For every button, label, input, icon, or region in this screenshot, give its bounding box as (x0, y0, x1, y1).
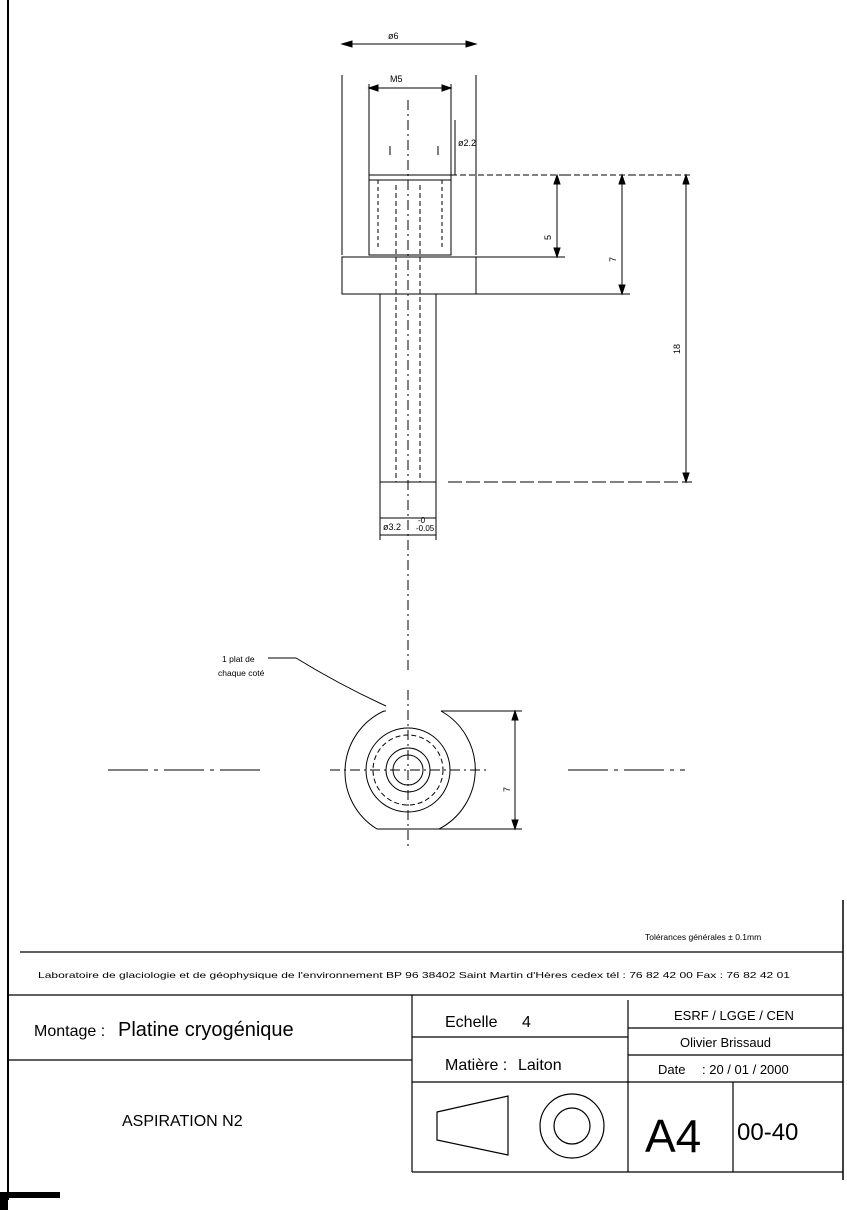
head-body (369, 175, 451, 255)
date-label: Date (658, 1062, 686, 1077)
dim-tolerance-lower: -0.05 (416, 524, 435, 533)
tolerance-note: Tolérances générales ± 0.1mm (645, 932, 762, 942)
dim-head-diameter: ø6 (388, 31, 399, 41)
corner-mark-vertical (0, 1192, 8, 1210)
arrow (619, 175, 625, 184)
arrow (369, 85, 378, 91)
lab-address: Laboratoire de glaciologie et de géophysique de l'environnement BP 96 38402 Saint Martin d'Hères cedex tél : 76 82 42 00 Fax : 76 82 42 01 (38, 970, 791, 980)
arrow (466, 41, 476, 47)
material-value: Laiton (518, 1057, 562, 1074)
scale-label: Echelle (445, 1014, 498, 1031)
circle-symbol-outer (540, 1094, 604, 1158)
arrow (619, 285, 625, 294)
arrow (683, 473, 689, 482)
dim-height-5: 5 (543, 234, 553, 240)
arrow (554, 175, 560, 184)
end-view (108, 658, 685, 850)
dim-thread: M5 (390, 74, 403, 84)
arrow (342, 41, 352, 47)
dim-tolerance-upper: -0 (418, 516, 426, 525)
arrow (512, 820, 518, 829)
side-view (342, 41, 692, 670)
corner-mark (0, 1192, 60, 1198)
arrow (683, 175, 689, 184)
flange (342, 257, 476, 294)
author: Olivier Brissaud (680, 1035, 772, 1050)
dim-shaft-diameter: ø3.2 (383, 522, 402, 532)
annotation-leader (296, 658, 386, 706)
part-name: ASPIRATION N2 (122, 1113, 243, 1130)
annotation-line-1: 1 plat de (222, 654, 255, 664)
arrow (512, 711, 518, 720)
organization: ESRF / LGGE / CEN (674, 1008, 794, 1023)
dim-bottom-7: 7 (502, 786, 512, 792)
montage-label: Montage : (34, 1023, 106, 1040)
dim-height-7: 7 (608, 256, 618, 262)
dim-length-18: 18 (672, 343, 682, 354)
arrow (442, 85, 451, 91)
material-label: Matière : (445, 1057, 508, 1074)
date-value: : 20 / 01 / 2000 (702, 1062, 789, 1077)
circle-symbol-inner (554, 1108, 590, 1144)
dim-depth-22: ø2.2 (458, 138, 477, 148)
sheet-format: A4 (645, 1110, 702, 1162)
cone-symbol (437, 1096, 508, 1155)
arrow (554, 248, 560, 257)
montage-value: Platine cryogénique (118, 1019, 294, 1041)
scale-value: 4 (522, 1014, 531, 1031)
annotation-line-2: chaque coté (218, 668, 265, 678)
drawing-number: 00-40 (737, 1119, 799, 1146)
